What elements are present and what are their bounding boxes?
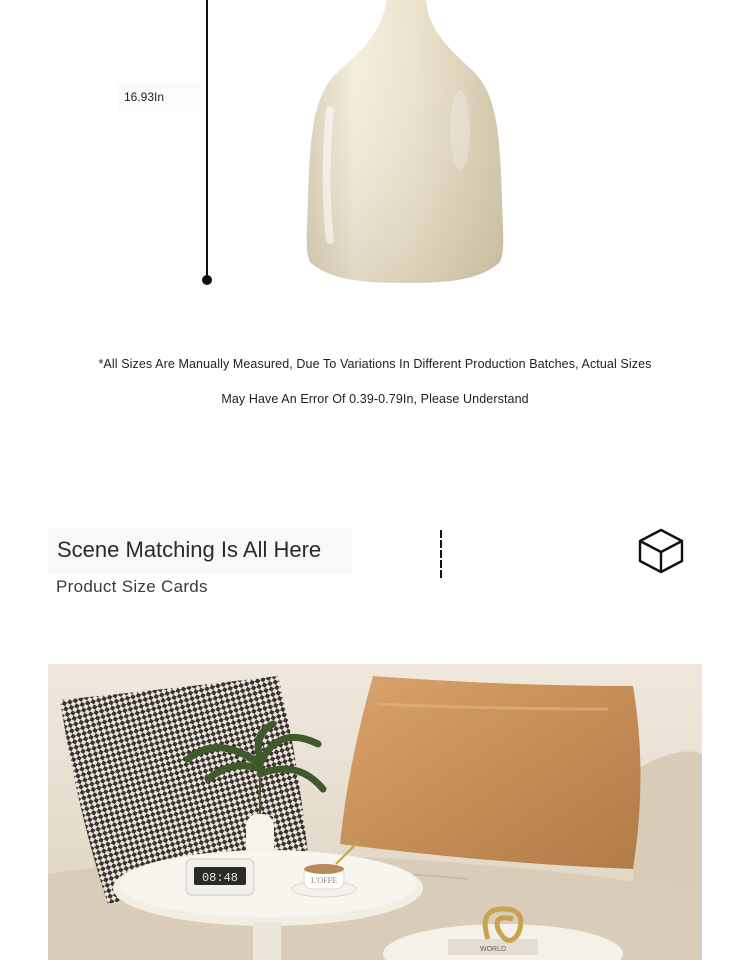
height-dimension-line (206, 0, 208, 279)
section-title: Scene Matching Is All Here (48, 528, 352, 574)
cube-icon (636, 527, 686, 575)
clock-display: 08:48 (201, 871, 239, 885)
size-disclaimer-line1: *All Sizes Are Manually Measured, Due To Variations In Different Production Batches, Actual Sizes (98, 357, 652, 371)
book-title: WORLD (479, 946, 507, 953)
section-subtitle: Product Size Cards (56, 577, 208, 596)
cup-print: L'OFFE (311, 876, 337, 885)
size-disclaimer-line2: May Have An Error Of 0.39-0.79In, Please Understand (221, 392, 529, 406)
dimension-endpoint (202, 275, 212, 285)
vase-image (300, 0, 512, 286)
scene-photo (48, 664, 702, 960)
height-dimension-label: 16.93In (118, 82, 202, 112)
vertical-divider (440, 530, 442, 580)
